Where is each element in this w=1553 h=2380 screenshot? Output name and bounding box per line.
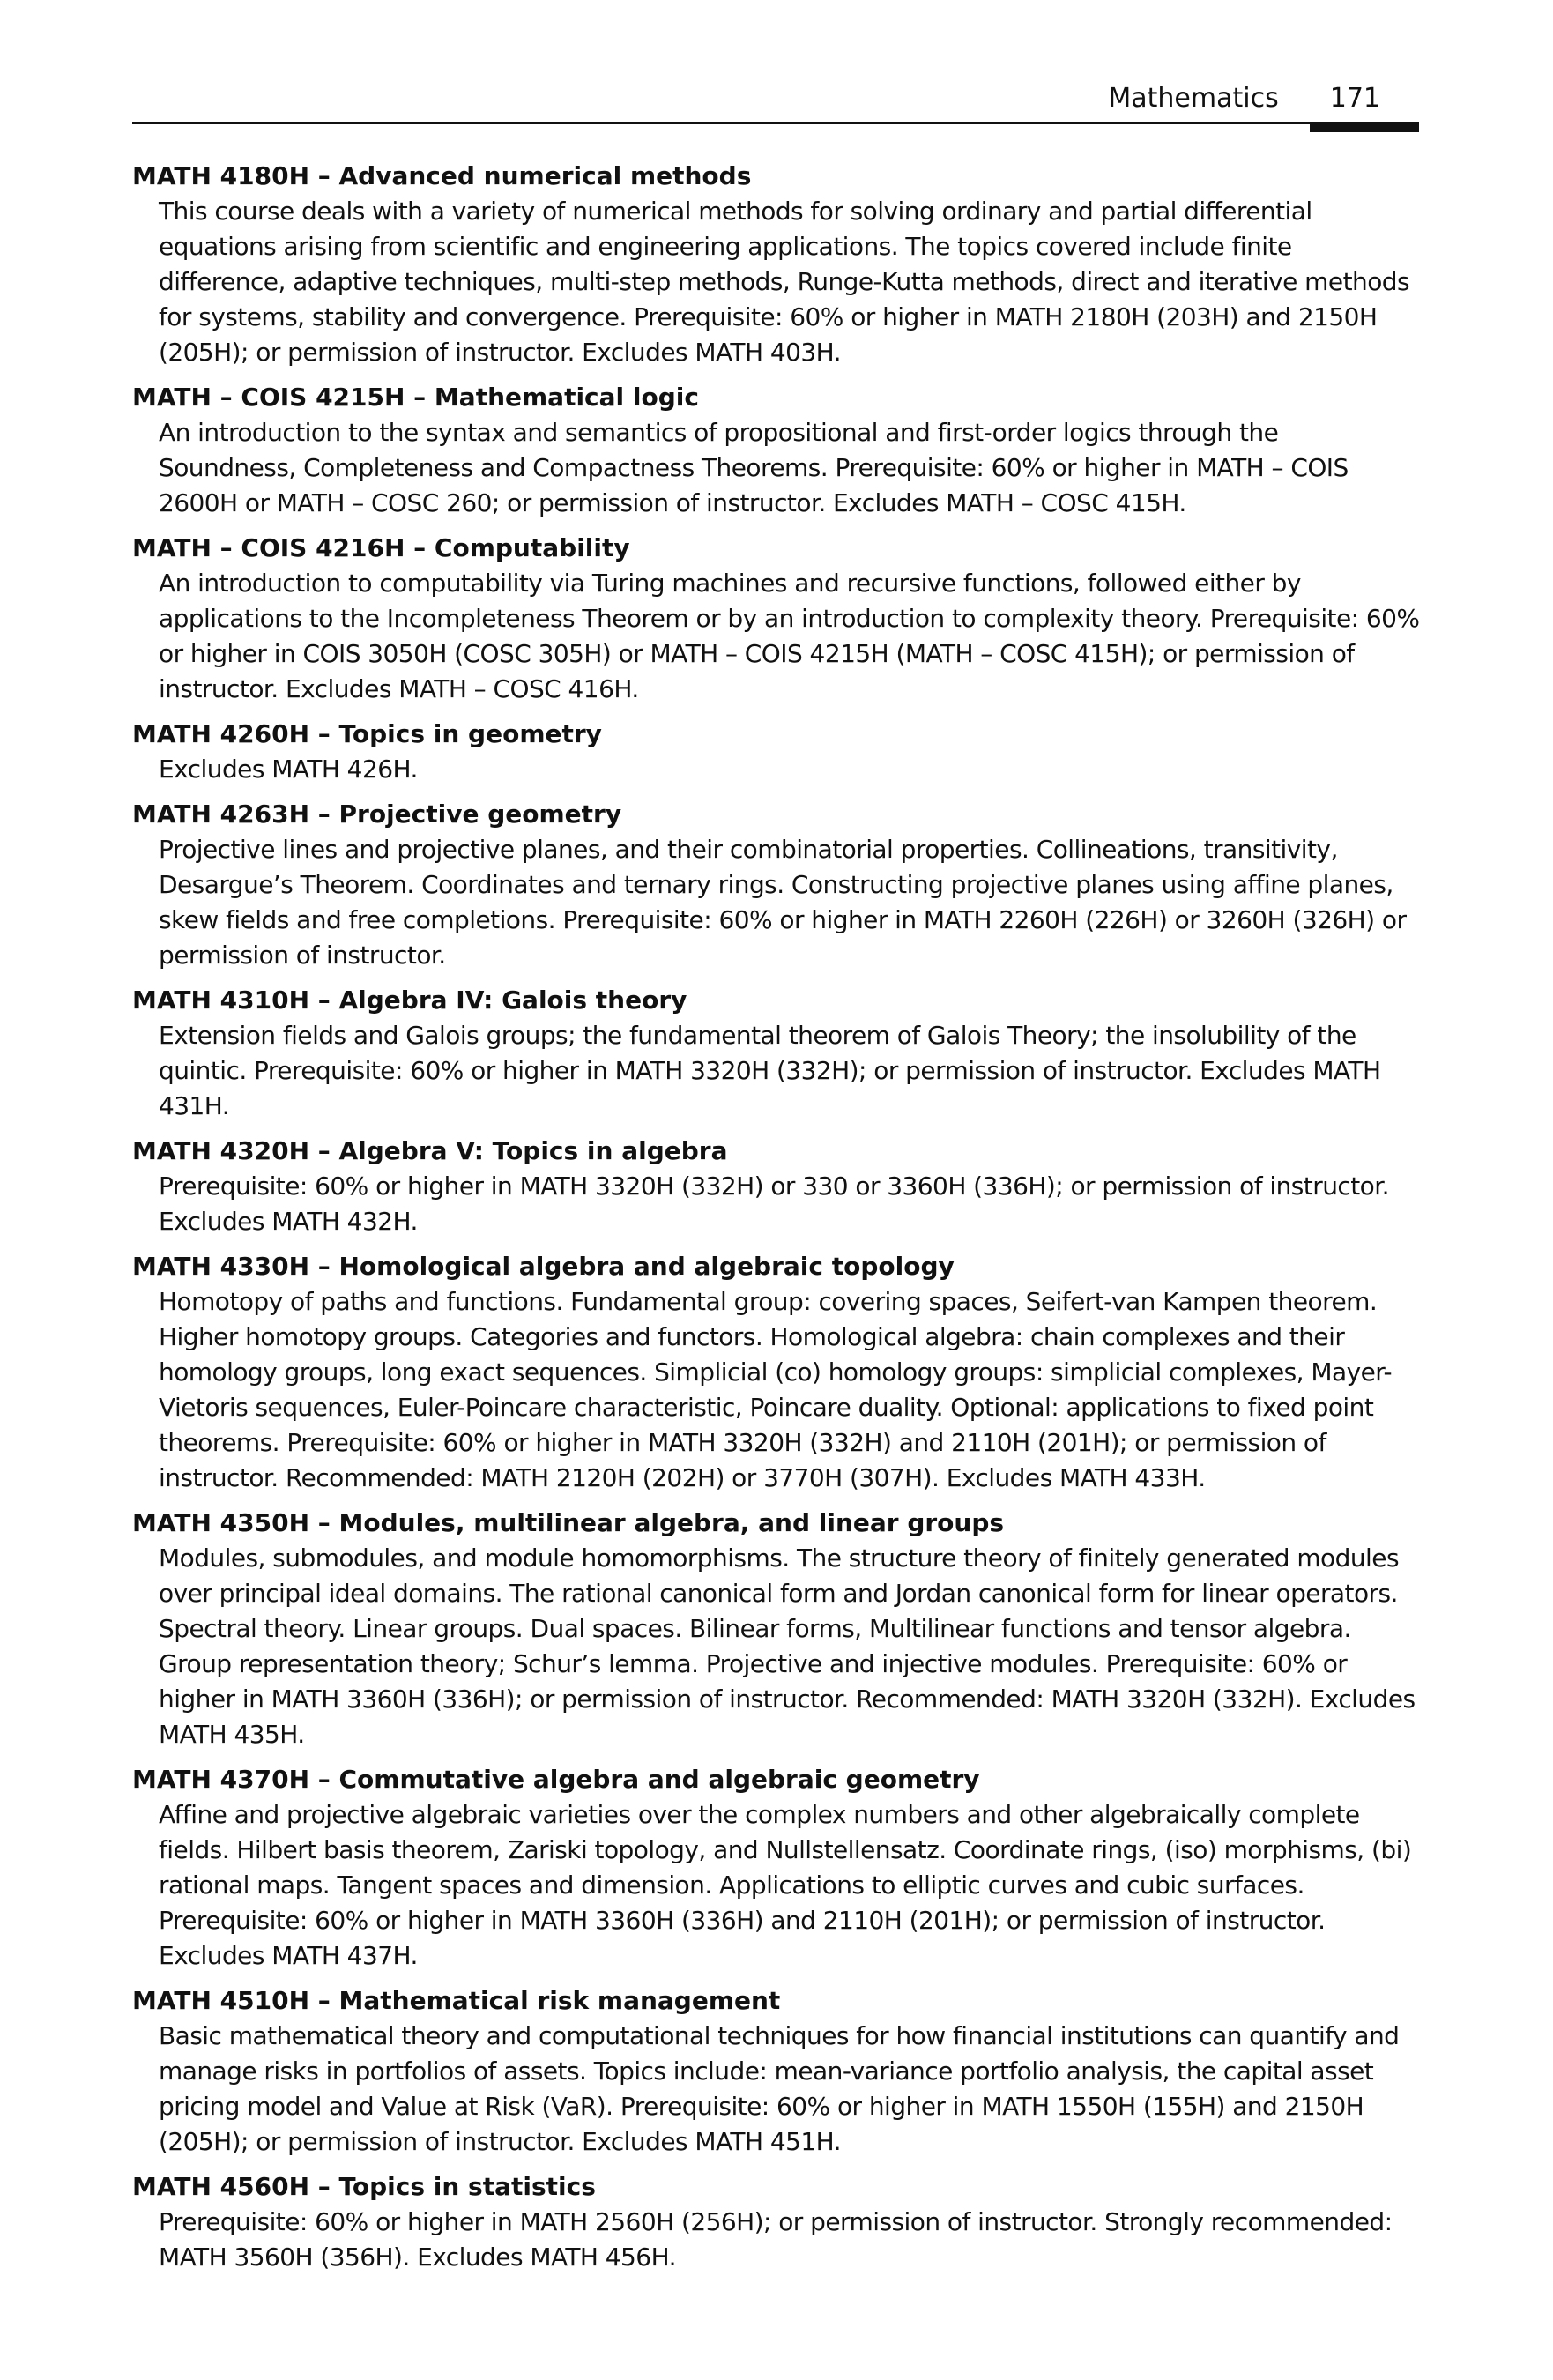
course-entry (132, 1134, 1421, 1239)
course-description: An introduction to the syntax and semantics of propositional and first-order logics through the Soundness, Completeness and Compactness Theorems. Prerequisite: 60% or higher in MATH – COIS 2600H or MATH – COSC 260; or permission of instructor. Excludes MATH – COSC 415H. (159, 418, 1349, 517)
course-title: MATH 4370H – Commutative algebra and algebraic geometry (132, 1765, 980, 1794)
course-title: MATH 4510H – Mathematical risk management (132, 1986, 781, 2015)
course-title: MATH – COIS 4215H – Mathematical logic (132, 383, 699, 412)
header-tab-marker (1310, 122, 1419, 132)
header-rule (132, 122, 1419, 124)
course-entry (132, 983, 1421, 1124)
course-title: MATH 4330H – Homological algebra and algebraic topology (132, 1252, 955, 1281)
course-entry (132, 159, 1421, 370)
course-description: This course deals with a variety of numerical methods for solving ordinary and partial differential equations arising from scientific and engineering applications. The topics covered include finite difference, adaptive techniques, multi-step methods, Runge-Kutta methods, direct and iterative methods for systems, stability and convergence. Prerequisite: 60% or higher in MATH 2180H (203H) and 2150H (205H); or permission of instructor. Excludes MATH 403H. (159, 197, 1410, 367)
course-description: Prerequisite: 60% or higher in MATH 2560H (256H); or permission of instructor. Strongly recommended: MATH 3560H (356H). Excludes MATH 456H. (159, 2207, 1393, 2272)
course-list (132, 159, 1421, 2285)
course-entry (132, 1506, 1421, 1752)
course-title: MATH 4320H – Algebra V: Topics in algebra (132, 1136, 728, 1165)
course-title: MATH 4350H – Modules, multilinear algebra, and linear groups (132, 1508, 1005, 1537)
page-number: 171 (1329, 83, 1380, 114)
running-head (1108, 81, 1419, 116)
page-header (132, 76, 1419, 132)
course-title: MATH 4260H – Topics in geometry (132, 719, 602, 748)
course-title: MATH 4310H – Algebra IV: Galois theory (132, 985, 687, 1015)
course-entry (132, 2169, 1421, 2275)
course-description: An introduction to computability via Turing machines and recursive functions, followed either by applications to the Incompleteness Theorem or by an introduction to complexity theory. Prerequisite: 60% or higher in COIS 3050H (COSC 305H) or MATH – COIS 4215H (MATH – COSC 415H); or permission of instructor. Excludes MATH – COSC 416H. (159, 569, 1420, 703)
course-description: Modules, submodules, and module homomorphisms. The structure theory of finitely generated modules over principal ideal domains. The rational canonical form and Jordan canonical form for linear operators. Spectral theory. Linear groups. Dual spaces. Bilinear forms, Multilinear functions and tensor algebra. Group representation theory; Schur’s lemma. Projective and injective modules. Prerequisite: 60% or higher in MATH 3360H (336H); or permission of instructor. Recommended: MATH 3320H (332H). Excludes MATH 435H. (159, 1543, 1416, 1749)
course-title: MATH 4560H – Topics in statistics (132, 2172, 596, 2201)
course-entry (132, 797, 1421, 973)
course-description: Affine and projective algebraic varieties over the complex numbers and other algebraically complete fields. Hilbert basis theorem, Zariski topology, and Nullstellensatz. Coordinate rings, (iso) morphisms, (bi) rational maps. Tangent spaces and dimension. Applications to elliptic curves and cubic surfaces. Prerequisite: 60% or higher in MATH 3360H (336H) and 2110H (201H); or permission of instructor. Excludes MATH 437H. (159, 1800, 1412, 1970)
course-description: Excludes MATH 426H. (159, 755, 418, 784)
course-entry (132, 1762, 1421, 1974)
course-description: Extension fields and Galois groups; the fundamental theorem of Galois Theory; the insolubility of the quintic. Prerequisite: 60% or higher in MATH 3320H (332H); or permission of instructor. Excludes MATH 431H. (159, 1021, 1381, 1120)
course-entry (132, 380, 1421, 521)
course-entry (132, 1249, 1421, 1496)
course-title: MATH 4180H – Advanced numerical methods (132, 161, 752, 190)
course-entry (132, 717, 1421, 787)
course-description: Prerequisite: 60% or higher in MATH 3320H (332H) or 330 or 3360H (336H); or permission of instructor. Excludes MATH 432H. (159, 1171, 1389, 1236)
course-title: MATH 4263H – Projective geometry (132, 800, 622, 829)
course-description: Basic mathematical theory and computational techniques for how financial institutions can quantify and manage risks in portfolios of assets. Topics include: mean-variance portfolio analysis, the capital asset pricing model and Value at Risk (VaR). Prerequisite: 60% or higher in MATH 1550H (155H) and 2150H (205H); or permission of instructor. Excludes MATH 451H. (159, 2021, 1400, 2156)
course-entry (132, 531, 1421, 707)
course-title: MATH – COIS 4216H – Computability (132, 533, 630, 562)
course-entry (132, 1983, 1421, 2160)
course-description: Projective lines and projective planes, and their combinatorial properties. Collineations, transitivity, Desargue’s Theorem. Coordinates and ternary rings. Constructing projective planes using affine planes, skew fields and free completions. Prerequisite: 60% or higher in MATH 2260H (226H) or 3260H (326H) or permission of instructor. (159, 835, 1407, 970)
section-title: Mathematics (1108, 83, 1279, 114)
course-description: Homotopy of paths and functions. Fundamental group: covering spaces, Seifert-van Kampen theorem. Higher homotopy groups. Categories and functors. Homological algebra: chain complexes and their homology groups, long exact sequences. Simplicial (co) homology groups: simplicial complexes, Mayer-Vietoris sequences, Euler-Poincare characteristic, Poincare duality. Optional: applications to fixed point theorems. Prerequisite: 60% or higher in MATH 3320H (332H) and 2110H (201H); or permission of instructor. Recommended: MATH 2120H (202H) or 3770H (307H). Excludes MATH 433H. (159, 1287, 1392, 1492)
